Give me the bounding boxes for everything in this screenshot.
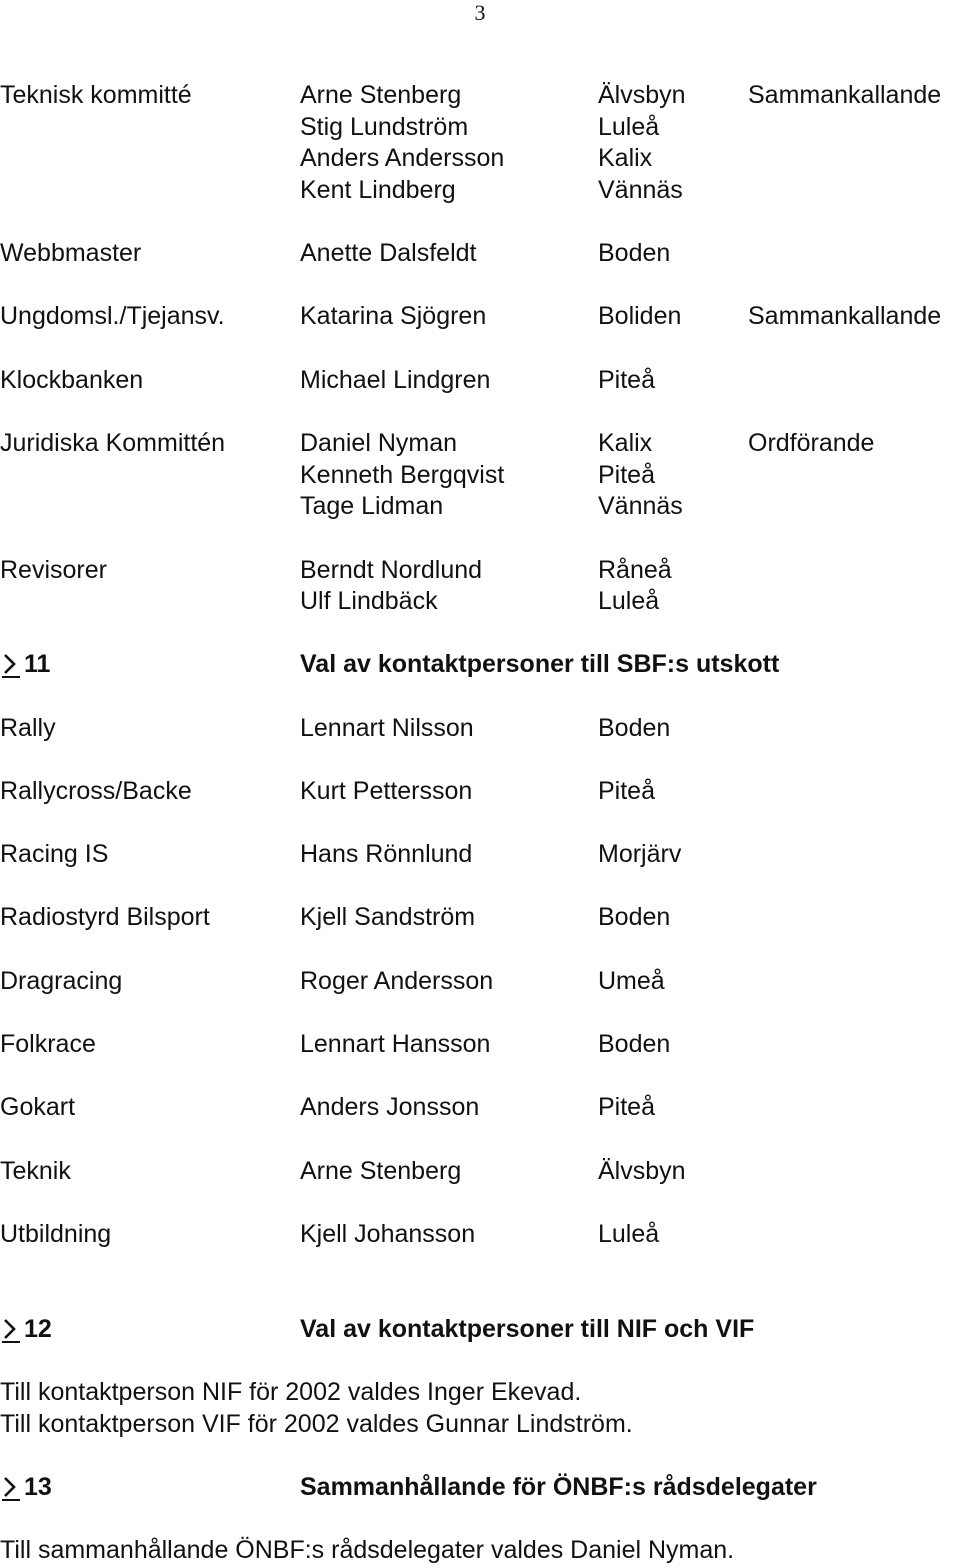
member-city: Råneå xyxy=(598,556,672,584)
table-row xyxy=(0,965,960,997)
table-row xyxy=(0,901,960,933)
committee-row xyxy=(0,174,960,206)
member-city: Vännäs xyxy=(598,176,683,204)
contact-name: Kjell Johansson xyxy=(300,1220,476,1248)
member-name: Kent Lindberg xyxy=(300,176,456,204)
contact-name: Lennart Nilsson xyxy=(300,714,474,742)
contact-city: Morjärv xyxy=(598,840,682,868)
page-number: 3 xyxy=(474,0,486,25)
contact-name: Arne Stenberg xyxy=(300,1157,462,1185)
committee-label: Ungdomsl./Tjejansv. xyxy=(0,302,225,330)
committee-row xyxy=(0,427,960,459)
committee-label: Revisorer xyxy=(0,556,107,584)
contact-city: Boden xyxy=(598,714,671,742)
contact-city: Luleå xyxy=(598,1220,660,1248)
contact-name: Kurt Pettersson xyxy=(300,777,473,805)
branch-label: Racing IS xyxy=(0,840,109,868)
member-name: Katarina Sjögren xyxy=(300,302,487,330)
contact-name: Anders Jonsson xyxy=(300,1093,480,1121)
member-city: Piteå xyxy=(598,461,655,489)
member-name: Daniel Nyman xyxy=(300,429,458,457)
table-row xyxy=(0,1028,960,1060)
table-row xyxy=(0,1155,960,1187)
member-name: Anette Dalsfeldt xyxy=(300,239,477,267)
contact-city: Umeå xyxy=(598,967,665,995)
section-number: 12 xyxy=(24,1315,52,1343)
table-row xyxy=(0,1091,960,1123)
branch-label: Teknik xyxy=(0,1157,71,1185)
table-row xyxy=(0,712,960,744)
member-name: Berndt Nordlund xyxy=(300,556,483,584)
member-city: Luleå xyxy=(598,587,660,615)
member-name: Ulf Lindbäck xyxy=(300,587,438,615)
section-title: Sammanhållande för ÖNBF:s rådsdelegater xyxy=(300,1473,817,1501)
committee-row xyxy=(0,142,960,174)
member-name: Michael Lindgren xyxy=(300,366,491,394)
contact-city: Älvsbyn xyxy=(598,1157,686,1185)
contact-name: Kjell Sandström xyxy=(300,903,476,931)
section-heading xyxy=(0,1312,960,1346)
member-city: Boliden xyxy=(598,302,682,330)
paragraph-line: Till sammanhållande ÖNBF:s rådsdelegater valdes Daniel Nyman. xyxy=(0,1536,735,1564)
contact-city: Boden xyxy=(598,1030,671,1058)
member-name: Kenneth Bergqvist xyxy=(300,461,505,489)
branch-label: Radiostyrd Bilsport xyxy=(0,903,210,931)
committee-row xyxy=(0,300,960,332)
member-role: Ordförande xyxy=(748,429,875,457)
section-heading xyxy=(0,1470,960,1504)
committee-row xyxy=(0,554,960,586)
arrow-bullet-icon xyxy=(0,1314,22,1344)
contact-city: Piteå xyxy=(598,1093,655,1121)
branch-label: Rally xyxy=(0,714,56,742)
member-role: Sammankallande xyxy=(748,81,942,109)
committee-row xyxy=(0,585,960,617)
committee-row xyxy=(0,79,960,111)
paragraph-line: Till kontaktperson NIF för 2002 valdes Inger Ekevad. xyxy=(0,1378,582,1406)
committee-label: Teknisk kommitté xyxy=(0,81,192,109)
table-row xyxy=(0,1218,960,1250)
section-number: 11 xyxy=(24,650,51,678)
branch-label: Folkrace xyxy=(0,1030,96,1058)
contact-name: Lennart Hansson xyxy=(300,1030,491,1058)
branch-label: Dragracing xyxy=(0,967,123,995)
contact-name: Roger Andersson xyxy=(300,967,494,995)
committee-row xyxy=(0,490,960,522)
member-city: Kalix xyxy=(598,429,653,457)
committee-label: Juridiska Kommittén xyxy=(0,429,226,457)
branch-label: Rallycross/Backe xyxy=(0,777,192,805)
contact-city: Piteå xyxy=(598,777,655,805)
section-heading xyxy=(0,647,960,681)
committee-row xyxy=(0,237,960,269)
member-role: Sammankallande xyxy=(748,302,942,330)
section-title: Val av kontaktpersoner till SBF:s utskott xyxy=(300,650,780,678)
arrow-bullet-icon xyxy=(0,649,22,679)
committee-row xyxy=(0,459,960,491)
member-city: Vännäs xyxy=(598,492,683,520)
member-name: Arne Stenberg xyxy=(300,81,462,109)
member-city: Boden xyxy=(598,239,671,267)
member-city: Kalix xyxy=(598,144,653,172)
arrow-bullet-icon xyxy=(0,1472,22,1502)
table-row xyxy=(0,838,960,870)
member-name: Anders Andersson xyxy=(300,144,505,172)
member-city: Piteå xyxy=(598,366,655,394)
committee-row xyxy=(0,111,960,143)
paragraph-line: Till kontaktperson VIF för 2002 valdes Gunnar Lindström. xyxy=(0,1410,633,1438)
branch-label: Utbildning xyxy=(0,1220,112,1248)
section-number: 13 xyxy=(24,1473,52,1501)
contact-name: Hans Rönnlund xyxy=(300,840,473,868)
committee-label: Webbmaster xyxy=(0,239,142,267)
branch-label: Gokart xyxy=(0,1093,76,1121)
member-name: Stig Lundström xyxy=(300,113,469,141)
committee-label: Klockbanken xyxy=(0,366,144,394)
member-city: Älvsbyn xyxy=(598,81,686,109)
section-title: Val av kontaktpersoner till NIF och VIF xyxy=(300,1315,755,1343)
member-city: Luleå xyxy=(598,113,660,141)
table-row xyxy=(0,775,960,807)
contact-city: Boden xyxy=(598,903,671,931)
member-name: Tage Lidman xyxy=(300,492,444,520)
committee-row xyxy=(0,364,960,396)
